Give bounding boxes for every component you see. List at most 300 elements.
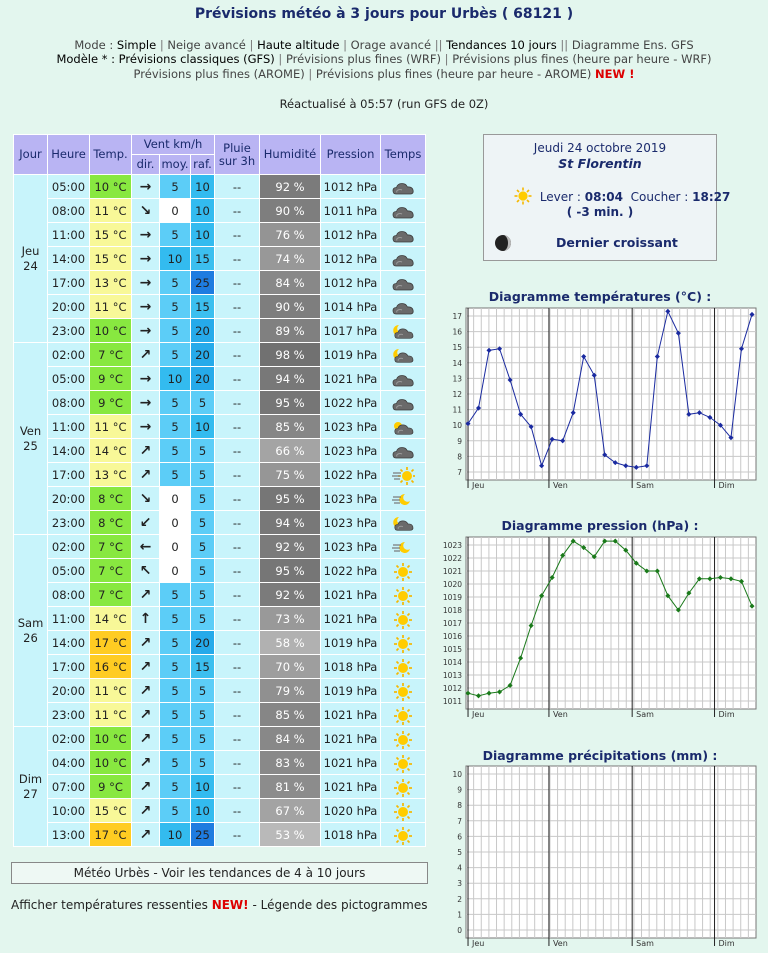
y-tick-label: 1016 xyxy=(442,632,462,641)
wind-dir-icon: ↙ xyxy=(132,511,160,535)
temp-cell: 10 °C xyxy=(90,175,132,199)
pressure-cell: 1012 hPa xyxy=(321,271,381,295)
wind-avg-cell: 5 xyxy=(160,583,191,607)
rain-cell: -- xyxy=(215,367,260,391)
y-tick-label: 10 xyxy=(452,421,462,431)
wind-gust-cell: 5 xyxy=(191,751,215,775)
model-nav-2: Prévisions plus fines (AROME) | Prévisions plus fines (heure par heure - AROME) NEW ! xyxy=(133,67,635,81)
x-day-label: Dim xyxy=(718,481,735,490)
table-row xyxy=(14,271,426,295)
sun-icon xyxy=(381,679,426,703)
mode-orage[interactable]: Orage avancé xyxy=(350,38,432,52)
col-dir: dir. xyxy=(132,155,160,175)
hour-cell: 14:00 xyxy=(48,247,90,271)
y-tick-label: 7 xyxy=(457,468,462,477)
temp-cell: 11 °C xyxy=(90,703,132,727)
humidity-cell: 94 % xyxy=(260,511,321,535)
pressure-cell: 1023 hPa xyxy=(321,487,381,511)
col-humidite: Humidité xyxy=(260,135,321,175)
page-title: Prévisions météo à 3 jours pour Urbès ( 68121 ) xyxy=(194,6,574,22)
table-row xyxy=(14,223,426,247)
ressenties-link[interactable]: Afficher températures ressenties xyxy=(11,898,208,912)
wind-avg-cell: 5 xyxy=(160,295,191,319)
wind-avg-cell: 5 xyxy=(160,775,191,799)
hour-cell: 14:00 xyxy=(48,631,90,655)
y-tick-label: 1014 xyxy=(442,658,462,667)
sun-icon xyxy=(381,703,426,727)
y-tick-label: 11 xyxy=(452,405,462,415)
wind-gust-cell: 5 xyxy=(191,439,215,463)
hour-cell: 14:00 xyxy=(48,439,90,463)
wind-dir-icon: ↑ xyxy=(132,607,160,631)
hour-cell: 20:00 xyxy=(48,487,90,511)
hour-cell: 23:00 xyxy=(48,319,90,343)
wind-avg-cell: 10 xyxy=(160,367,191,391)
x-day-label: Ven xyxy=(552,710,568,719)
hour-cell: 08:00 xyxy=(48,199,90,223)
wind-gust-cell: 20 xyxy=(191,367,215,391)
wind-avg-cell: 5 xyxy=(160,727,191,751)
temp-cell: 17 °C xyxy=(90,823,132,847)
wind-avg-cell: 5 xyxy=(160,175,191,199)
humidity-cell: 92 % xyxy=(260,583,321,607)
pressure-cell: 1022 hPa xyxy=(321,463,381,487)
humidity-cell: 83 % xyxy=(260,751,321,775)
hour-cell: 13:00 xyxy=(48,823,90,847)
table-row xyxy=(14,439,426,463)
temp-cell: 7 °C xyxy=(90,343,132,367)
wind-dir-icon: ↗ xyxy=(132,439,160,463)
diagramme-ens-link[interactable]: Diagramme Ens. GFS xyxy=(571,38,694,52)
moon-haze-icon xyxy=(381,535,426,559)
humidity-cell: 85 % xyxy=(260,703,321,727)
temp-cell: 13 °C xyxy=(90,463,132,487)
hour-cell: 20:00 xyxy=(48,679,90,703)
y-tick-label: 1019 xyxy=(442,593,462,602)
humidity-cell: 90 % xyxy=(260,199,321,223)
table-row xyxy=(14,343,426,367)
pressure-cell: 1022 hPa xyxy=(321,391,381,415)
pressure-cell: 1023 hPa xyxy=(321,439,381,463)
wind-gust-cell: 10 xyxy=(191,775,215,799)
wind-gust-cell: 20 xyxy=(191,319,215,343)
hour-cell: 23:00 xyxy=(48,703,90,727)
wind-avg-cell: 5 xyxy=(160,439,191,463)
rain-cell: -- xyxy=(215,319,260,343)
temp-cell: 15 °C xyxy=(90,223,132,247)
wind-avg-cell: 5 xyxy=(160,391,191,415)
sun-icon xyxy=(381,583,426,607)
hour-cell: 17:00 xyxy=(48,655,90,679)
wind-dir-icon: → xyxy=(132,319,160,343)
table-row xyxy=(14,319,426,343)
pressure-chart-title: Diagramme pression (hPa) : xyxy=(501,518,699,533)
wind-gust-cell: 5 xyxy=(191,607,215,631)
wind-avg-cell: 0 xyxy=(160,559,191,583)
hour-cell: 11:00 xyxy=(48,415,90,439)
humidity-cell: 66 % xyxy=(260,439,321,463)
x-day-label: Ven xyxy=(552,939,568,948)
wind-gust-cell: 10 xyxy=(191,175,215,199)
day-label: Jeu 24 xyxy=(14,175,48,343)
wind-dir-icon: ↗ xyxy=(132,823,160,847)
temp-cell: 11 °C xyxy=(90,679,132,703)
wind-avg-cell: 5 xyxy=(160,751,191,775)
temp-cell: 15 °C xyxy=(90,799,132,823)
y-tick-label: 1 xyxy=(457,910,462,920)
humidity-cell: 73 % xyxy=(260,607,321,631)
y-tick-label: 1012 xyxy=(442,684,462,693)
pressure-cell: 1018 hPa xyxy=(321,823,381,847)
table-row xyxy=(14,559,426,583)
table-row xyxy=(14,607,426,631)
pressure-cell: 1019 hPa xyxy=(321,679,381,703)
humidity-cell: 79 % xyxy=(260,679,321,703)
table-row xyxy=(14,295,426,319)
pressure-cell: 1023 hPa xyxy=(321,415,381,439)
humidity-cell: 58 % xyxy=(260,631,321,655)
moon-cloud-icon xyxy=(381,319,426,343)
wind-avg-cell: 5 xyxy=(160,343,191,367)
pressure-cell: 1019 hPa xyxy=(321,631,381,655)
x-day-label: Jeu xyxy=(472,939,485,948)
y-tick-label: 9 xyxy=(457,785,462,795)
sun-place: St Florentin xyxy=(558,156,642,171)
pressure-cell: 1012 hPa xyxy=(321,223,381,247)
wind-avg-cell: 5 xyxy=(160,463,191,487)
pressure-cell: 1021 hPa xyxy=(321,583,381,607)
wind-dir-icon: ↘ xyxy=(132,199,160,223)
rain-cell: -- xyxy=(215,823,260,847)
temp-cell: 9 °C xyxy=(90,775,132,799)
wind-dir-icon: ← xyxy=(132,535,160,559)
hour-cell: 17:00 xyxy=(48,463,90,487)
y-tick-label: 7 xyxy=(457,816,462,826)
col-heure: Heure xyxy=(48,135,90,175)
rain-cell: -- xyxy=(215,511,260,535)
pressure-chart xyxy=(440,533,762,721)
temp-cell: 8 °C xyxy=(90,487,132,511)
hour-cell: 02:00 xyxy=(48,727,90,751)
wind-avg-cell: 0 xyxy=(160,487,191,511)
y-tick-label: 0 xyxy=(457,926,462,935)
wind-gust-cell: 5 xyxy=(191,583,215,607)
wind-avg-cell: 5 xyxy=(160,319,191,343)
temp-cell: 7 °C xyxy=(90,559,132,583)
y-tick-label: 8 xyxy=(457,452,462,462)
y-tick-label: 5 xyxy=(457,848,462,857)
sun-icon xyxy=(381,799,426,823)
model-wrf-hourly[interactable]: Prévisions plus fines (heure par heure - WRF) xyxy=(452,52,712,66)
day-length-delta: ( -3 min. ) xyxy=(566,205,634,219)
model-arome-hourly[interactable]: Prévisions plus fines (heure par heure - AROME) xyxy=(315,67,592,81)
y-tick-label: 8 xyxy=(457,801,462,811)
rain-cell: -- xyxy=(215,751,260,775)
rain-cell: -- xyxy=(215,487,260,511)
legende-link[interactable]: Légende des pictogrammes xyxy=(260,898,428,912)
cloud-icon xyxy=(381,223,426,247)
new-badge: NEW ! xyxy=(595,67,635,81)
temp-cell: 10 °C xyxy=(90,727,132,751)
sun-icon xyxy=(381,631,426,655)
rain-cell: -- xyxy=(215,439,260,463)
y-tick-label: 1021 xyxy=(442,567,462,576)
pressure-cell: 1019 hPa xyxy=(321,343,381,367)
wind-gust-cell: 10 xyxy=(191,199,215,223)
mode-label: Mode : xyxy=(74,38,114,52)
table-row xyxy=(14,247,426,271)
model-gfs[interactable]: Prévisions classiques (GFS) xyxy=(118,52,275,66)
model-label: Modèle * : xyxy=(56,52,115,66)
cloud-icon xyxy=(381,391,426,415)
y-tick-label: 1018 xyxy=(442,606,462,615)
pressure-cell: 1021 hPa xyxy=(321,727,381,751)
sun-icon xyxy=(381,559,426,583)
x-day-label: Sam xyxy=(636,710,654,719)
wind-gust-cell: 5 xyxy=(191,679,215,703)
wind-dir-icon: → xyxy=(132,391,160,415)
rain-cell: -- xyxy=(215,799,260,823)
rain-cell: -- xyxy=(215,247,260,271)
cloud-icon xyxy=(381,367,426,391)
humidity-cell: 75 % xyxy=(260,463,321,487)
wind-avg-cell: 0 xyxy=(160,535,191,559)
hour-cell: 17:00 xyxy=(48,271,90,295)
pressure-cell: 1011 hPa xyxy=(321,199,381,223)
sun-icon xyxy=(381,727,426,751)
humidity-cell: 94 % xyxy=(260,367,321,391)
sun-haze-icon xyxy=(381,463,426,487)
hour-cell: 20:00 xyxy=(48,295,90,319)
rain-cell: -- xyxy=(215,775,260,799)
humidity-cell: 74 % xyxy=(260,247,321,271)
col-pluie: Pluie sur 3h xyxy=(215,135,260,175)
table-row xyxy=(14,583,426,607)
sun-cloud-icon xyxy=(381,415,426,439)
y-tick-label: 9 xyxy=(457,436,462,446)
sun-moon-box xyxy=(483,134,731,261)
rain-cell: -- xyxy=(215,463,260,487)
day-label: Sam 26 xyxy=(14,535,48,727)
pressure-cell: 1023 hPa xyxy=(321,511,381,535)
wind-avg-cell: 5 xyxy=(160,607,191,631)
cloud-icon xyxy=(381,271,426,295)
wind-gust-cell: 15 xyxy=(191,247,215,271)
sun-icon xyxy=(381,607,426,631)
hour-cell: 08:00 xyxy=(48,583,90,607)
wind-gust-cell: 10 xyxy=(191,799,215,823)
y-tick-label: 14 xyxy=(452,358,462,368)
col-temps: Temps xyxy=(381,135,426,175)
day-label: Ven 25 xyxy=(14,343,48,535)
wind-avg-cell: 5 xyxy=(160,655,191,679)
pressure-cell: 1023 hPa xyxy=(321,535,381,559)
pressure-cell: 1017 hPa xyxy=(321,319,381,343)
wind-dir-icon: ↗ xyxy=(132,703,160,727)
hour-cell: 23:00 xyxy=(48,511,90,535)
wind-avg-cell: 5 xyxy=(160,703,191,727)
y-tick-label: 1023 xyxy=(442,541,462,550)
y-tick-label: 15 xyxy=(452,343,462,353)
rain-cell: -- xyxy=(215,655,260,679)
wind-dir-icon: ↗ xyxy=(132,751,160,775)
temp-cell: 11 °C xyxy=(90,199,132,223)
temp-cell: 11 °C xyxy=(90,415,132,439)
sun-icon xyxy=(381,823,426,847)
mode-haute-altitude[interactable]: Haute altitude xyxy=(257,38,340,52)
wind-gust-cell: 5 xyxy=(191,535,215,559)
wind-dir-icon: ↗ xyxy=(132,463,160,487)
humidity-cell: 95 % xyxy=(260,559,321,583)
col-moy: moy. xyxy=(160,155,191,175)
x-day-label: Dim xyxy=(718,710,735,719)
rain-cell: -- xyxy=(215,535,260,559)
rain-cell: -- xyxy=(215,559,260,583)
temp-cell: 16 °C xyxy=(90,655,132,679)
wind-dir-icon: ↘ xyxy=(132,487,160,511)
wind-gust-cell: 5 xyxy=(191,487,215,511)
hour-cell: 02:00 xyxy=(48,535,90,559)
humidity-cell: 81 % xyxy=(260,775,321,799)
wind-gust-cell: 10 xyxy=(191,415,215,439)
mode-neige[interactable]: Neige avancé xyxy=(167,38,246,52)
table-row xyxy=(14,199,426,223)
rain-cell: -- xyxy=(215,295,260,319)
table-row xyxy=(14,511,426,535)
x-day-label: Jeu xyxy=(472,710,485,719)
hour-cell: 07:00 xyxy=(48,775,90,799)
model-nav: Modèle * : Prévisions classiques (GFS) | Prévisions plus fines (WRF) | Prévisions plus fines (heure par heure - WRF) xyxy=(56,52,712,66)
temp-cell: 10 °C xyxy=(90,319,132,343)
rain-cell: -- xyxy=(215,343,260,367)
x-day-label: Ven xyxy=(552,481,568,490)
table-row xyxy=(14,367,426,391)
humidity-cell: 85 % xyxy=(260,415,321,439)
wind-dir-icon: → xyxy=(132,175,160,199)
sun-icon xyxy=(381,775,426,799)
wind-dir-icon: ↗ xyxy=(132,799,160,823)
sun-icon xyxy=(381,655,426,679)
moon-cloud-icon xyxy=(381,511,426,535)
day-label: Dim 27 xyxy=(14,727,48,847)
wind-dir-icon: ↗ xyxy=(132,727,160,751)
wind-dir-icon: → xyxy=(132,367,160,391)
temp-chart-title: Diagramme températures (°C) : xyxy=(488,289,712,304)
y-tick-label: 16 xyxy=(452,327,462,337)
humidity-cell: 76 % xyxy=(260,223,321,247)
temp-cell: 17 °C xyxy=(90,631,132,655)
wind-gust-cell: 10 xyxy=(191,223,215,247)
tendances-10j-link[interactable]: Météo Urbès - Voir les tendances de 4 à 10 jours xyxy=(11,862,428,884)
y-tick-label: 3 xyxy=(457,879,462,889)
x-day-label: Sam xyxy=(636,481,654,490)
col-vent: Vent km/h xyxy=(132,135,215,155)
rain-cell: -- xyxy=(215,223,260,247)
pressure-cell: 1020 hPa xyxy=(321,799,381,823)
table-row xyxy=(14,535,426,559)
wind-dir-icon: ↗ xyxy=(132,343,160,367)
rain-cell: -- xyxy=(215,727,260,751)
x-day-label: Sam xyxy=(636,939,654,948)
rain-cell: -- xyxy=(215,271,260,295)
temp-cell: 10 °C xyxy=(90,751,132,775)
y-tick-label: 1011 xyxy=(442,697,462,706)
temp-cell: 7 °C xyxy=(90,583,132,607)
wind-gust-cell: 20 xyxy=(191,343,215,367)
table-row xyxy=(14,463,426,487)
mode-simple[interactable]: Simple xyxy=(116,38,157,52)
y-tick-label: 1017 xyxy=(442,619,462,628)
rain-cell: -- xyxy=(215,631,260,655)
rain-cell: -- xyxy=(215,703,260,727)
rain-cell: -- xyxy=(215,199,260,223)
y-tick-label: 1020 xyxy=(442,580,462,589)
precip-chart-title: Diagramme précipitations (mm) : xyxy=(482,748,718,763)
humidity-cell: 92 % xyxy=(260,535,321,559)
wind-avg-cell: 10 xyxy=(160,247,191,271)
forecast-table xyxy=(13,134,426,847)
wind-gust-cell: 5 xyxy=(191,391,215,415)
humidity-cell: 53 % xyxy=(260,823,321,847)
temp-cell: 15 °C xyxy=(90,247,132,271)
hour-cell: 11:00 xyxy=(48,607,90,631)
hour-cell: 04:00 xyxy=(48,751,90,775)
wind-gust-cell: 5 xyxy=(191,463,215,487)
moon-phase: Dernier croissant xyxy=(556,235,678,250)
temp-cell: 14 °C xyxy=(90,439,132,463)
wind-dir-icon: ↖ xyxy=(132,559,160,583)
table-row xyxy=(14,655,426,679)
precipitation-chart xyxy=(440,762,762,950)
wind-gust-cell: 5 xyxy=(191,727,215,751)
table-row xyxy=(14,487,426,511)
rain-cell: -- xyxy=(215,391,260,415)
model-arome[interactable]: Prévisions plus fines (AROME) xyxy=(133,67,305,81)
cloud-icon xyxy=(381,295,426,319)
pressure-cell: 1018 hPa xyxy=(321,655,381,679)
col-temp: Temp. xyxy=(90,135,132,175)
wind-dir-icon: ↗ xyxy=(132,655,160,679)
wind-avg-cell: 5 xyxy=(160,415,191,439)
wind-dir-icon: → xyxy=(132,271,160,295)
cloud-icon xyxy=(381,247,426,271)
humidity-cell: 84 % xyxy=(260,271,321,295)
sunrise-time: 08:04 xyxy=(584,190,623,204)
cloud-icon xyxy=(381,439,426,463)
model-wrf[interactable]: Prévisions plus fines (WRF) xyxy=(285,52,442,66)
temp-cell: 9 °C xyxy=(90,391,132,415)
col-jour: Jour xyxy=(14,135,48,175)
footer-links: Afficher températures ressenties NEW! - Légende des pictogrammes xyxy=(11,898,428,912)
hour-cell: 05:00 xyxy=(48,367,90,391)
wind-avg-cell: 5 xyxy=(160,223,191,247)
tendances-link[interactable]: Tendances 10 jours xyxy=(446,38,557,52)
y-tick-label: 13 xyxy=(452,374,462,384)
wind-gust-cell: 5 xyxy=(191,511,215,535)
humidity-cell: 84 % xyxy=(260,727,321,751)
y-tick-label: 1015 xyxy=(442,645,462,654)
temperature-chart xyxy=(440,304,762,492)
table-row xyxy=(14,679,426,703)
y-tick-label: 1013 xyxy=(442,671,462,680)
table-row xyxy=(14,415,426,439)
humidity-cell: 90 % xyxy=(260,295,321,319)
moon-phase-icon xyxy=(494,234,512,255)
rain-cell: -- xyxy=(215,175,260,199)
temp-cell: 11 °C xyxy=(90,295,132,319)
wind-avg-cell: 5 xyxy=(160,799,191,823)
wind-gust-cell: 5 xyxy=(191,703,215,727)
